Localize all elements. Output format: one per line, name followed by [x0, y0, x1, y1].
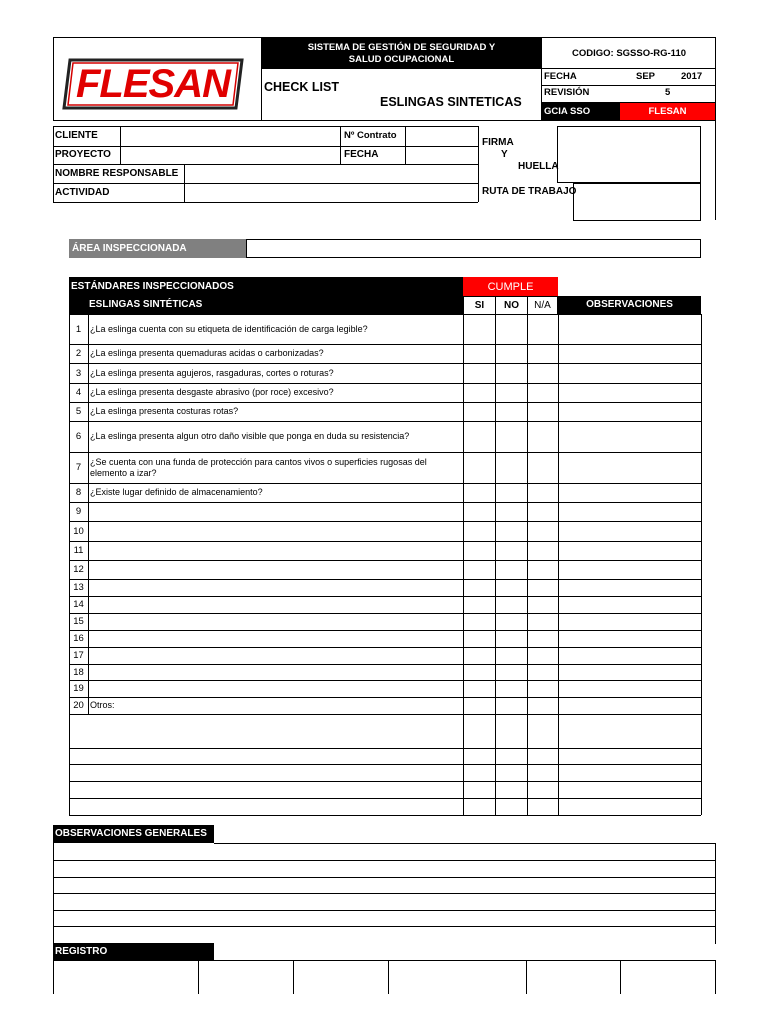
divider: [261, 68, 716, 69]
cell-na[interactable]: [528, 648, 558, 664]
row-number: 8: [75, 487, 82, 498]
fecha-info-label: FECHA: [344, 149, 379, 160]
row-number: 17: [73, 650, 84, 661]
cell-na[interactable]: [528, 698, 558, 714]
row-question: ¿La eslinga presenta quemaduras acidas o carbonizadas?: [90, 348, 324, 359]
cell-si[interactable]: [464, 315, 495, 344]
row-question: [90, 664, 462, 680]
cell-obs[interactable]: [559, 542, 700, 560]
gcia-value-cell: [620, 103, 715, 120]
cell-no[interactable]: [496, 364, 527, 383]
cell-si[interactable]: [464, 364, 495, 383]
cell-si[interactable]: [464, 648, 495, 664]
cell-na[interactable]: [528, 345, 558, 363]
table-subtitle: ESLINGAS SINTÉTICAS: [89, 299, 203, 310]
row-question: [90, 579, 462, 596]
cell-obs[interactable]: [559, 681, 700, 697]
col-obs-header: [558, 296, 701, 314]
row-number: 20: [73, 700, 84, 711]
contrato-field[interactable]: [406, 127, 478, 146]
y-label: Y: [501, 149, 508, 160]
cumple-header: [463, 277, 558, 296]
row-question: ¿La eslinga presenta agujeros, rasgaduras, cortes o roturas?: [90, 367, 334, 378]
observaciones-header: [53, 825, 214, 843]
code-label: CODIGO: SGSSO-RG-110: [571, 48, 687, 59]
cell-si[interactable]: [464, 422, 495, 452]
ruta-label: RUTA DE TRABAJO: [482, 186, 577, 197]
col-obs: OBSERVACIONES: [586, 299, 673, 310]
cell-na[interactable]: [528, 580, 558, 596]
fecha-month: SEP: [636, 71, 656, 82]
cell-no[interactable]: [496, 484, 527, 502]
divider: [53, 126, 54, 202]
cell-no[interactable]: [496, 681, 527, 697]
cell-na[interactable]: [528, 403, 558, 421]
cell-no[interactable]: [496, 561, 527, 579]
row-question: [90, 630, 462, 647]
cell-obs[interactable]: [559, 503, 700, 521]
cell-obs[interactable]: [559, 631, 700, 647]
divider: [388, 960, 389, 994]
system-title: SISTEMA DE GESTIÓN DE SEGURIDAD Y SALUD OCUPACIONAL: [307, 41, 496, 65]
logo: [62, 58, 244, 110]
cliente-field[interactable]: [121, 127, 340, 146]
cell-na[interactable]: [528, 665, 558, 680]
divider: [620, 960, 621, 994]
row-number: 18: [73, 666, 84, 678]
area-label-cell: [69, 239, 246, 258]
subtitle-header: [69, 296, 463, 314]
row-number: 1: [75, 323, 82, 335]
system-title-band: [262, 38, 541, 69]
divider: [53, 926, 716, 927]
revision-label: REVISIÓN: [544, 87, 590, 98]
cell-si[interactable]: [464, 561, 495, 579]
huella-label: HUELLA: [518, 161, 559, 172]
col-no-header: [495, 296, 527, 314]
cell-obs[interactable]: [559, 345, 700, 363]
cell-no[interactable]: [496, 614, 527, 630]
cell-obs[interactable]: [559, 580, 700, 596]
row-question: [90, 521, 462, 541]
ruta-box[interactable]: [573, 183, 701, 221]
cell-na[interactable]: [528, 542, 558, 560]
cell-no[interactable]: [496, 315, 527, 344]
table-right-border: [701, 314, 702, 815]
cell-obs[interactable]: [559, 422, 700, 452]
cell-no[interactable]: [496, 345, 527, 363]
row-number: 9: [75, 506, 82, 517]
cell-obs[interactable]: [559, 648, 700, 664]
row-number: 6: [75, 431, 82, 442]
row-number: 14: [73, 599, 84, 610]
row-question: ¿La eslinga presenta desgaste abrasivo (por roce) excesivo?: [90, 387, 334, 398]
row-question: [90, 613, 462, 630]
cell-obs[interactable]: [559, 403, 700, 421]
cell-no[interactable]: [496, 384, 527, 402]
cell-no[interactable]: [496, 403, 527, 421]
cell-na[interactable]: [528, 453, 558, 483]
cell-no[interactable]: [496, 503, 527, 521]
divider: [53, 202, 478, 203]
cumple-label: CUMPLE: [487, 280, 534, 293]
registro-header: [53, 943, 214, 961]
cell-si[interactable]: [464, 453, 495, 483]
row-question: [90, 680, 462, 697]
cell-obs[interactable]: [559, 384, 700, 402]
row-question: ¿Se cuenta con una funda de protección para cantos vivos o superficies rugosas del elemento a izar?: [90, 456, 427, 478]
divider: [198, 960, 199, 994]
col-divider: [88, 314, 89, 714]
cell-obs[interactable]: [559, 614, 700, 630]
cell-si[interactable]: [464, 503, 495, 521]
row-question: [90, 596, 462, 613]
row-question: ¿La eslinga cuenta con su etiqueta de identificación de carga legible?: [90, 323, 368, 334]
firma-label: FIRMA: [482, 137, 514, 148]
cell-na[interactable]: [528, 681, 558, 697]
actividad-field[interactable]: [185, 184, 478, 202]
row-number: 11: [73, 545, 84, 556]
cell-obs[interactable]: [559, 364, 700, 383]
doc-title: ESLINGAS SINTETICAS: [380, 95, 522, 109]
row-divider: [69, 815, 701, 816]
cell-no[interactable]: [496, 597, 527, 613]
cell-no[interactable]: [496, 453, 527, 483]
cell-no[interactable]: [496, 522, 527, 541]
divider: [526, 960, 527, 994]
cell-no[interactable]: [496, 648, 527, 664]
row-number: 19: [73, 683, 84, 694]
divider: [340, 126, 341, 164]
row-divider: [69, 748, 701, 749]
row-divider: [69, 798, 701, 799]
divider: [293, 960, 294, 994]
standards-label: ESTÁNDARES INSPECCIONADOS: [71, 280, 234, 292]
divider: [541, 85, 716, 86]
cell-na[interactable]: [528, 484, 558, 502]
observaciones-field[interactable]: [54, 844, 715, 926]
row-number: 3: [75, 367, 82, 379]
cell-no[interactable]: [496, 698, 527, 714]
cell-no[interactable]: [496, 542, 527, 560]
cell-no[interactable]: [496, 580, 527, 596]
cliente-label: CLIENTE: [55, 130, 98, 141]
cell-obs[interactable]: [559, 484, 700, 502]
cell-si[interactable]: [464, 522, 495, 541]
divider: [715, 121, 716, 220]
row-question: ¿Existe lugar definido de almacenamiento?: [90, 487, 263, 498]
contrato-label: Nº Contrato: [344, 130, 397, 141]
cell-si[interactable]: [464, 403, 495, 421]
responsable-label: NOMBRE RESPONSABLE: [55, 168, 179, 179]
row-number: 13: [73, 582, 84, 593]
col-si: SI: [474, 299, 485, 311]
row-question: [90, 541, 462, 560]
cell-no[interactable]: [496, 631, 527, 647]
row-number: 7: [75, 462, 82, 473]
cell-na[interactable]: [528, 597, 558, 613]
row-divider: [69, 714, 701, 715]
cell-obs[interactable]: [559, 561, 700, 579]
area-field[interactable]: [246, 239, 701, 258]
actividad-label: ACTIVIDAD: [55, 187, 110, 198]
cell-obs[interactable]: [559, 453, 700, 483]
cell-si[interactable]: [464, 681, 495, 697]
cell-si[interactable]: [464, 597, 495, 613]
row-number: 16: [73, 633, 84, 644]
gcia-value: FLESAN: [648, 105, 687, 117]
cell-si[interactable]: [464, 665, 495, 680]
col-si-header: [463, 296, 495, 314]
cell-obs[interactable]: [559, 315, 700, 344]
col-no: NO: [504, 299, 519, 311]
fecha-year: 2017: [681, 71, 703, 82]
cell-na[interactable]: [528, 614, 558, 630]
cell-na[interactable]: [528, 561, 558, 579]
observaciones-label: OBSERVACIONES GENERALES: [55, 828, 207, 839]
firma-box[interactable]: [557, 126, 701, 183]
row-question: [90, 560, 462, 579]
row-number: 2: [75, 348, 82, 359]
row-question: ¿La eslinga presenta costuras rotas?: [90, 406, 239, 417]
row-question: [90, 647, 462, 664]
cell-obs[interactable]: [559, 597, 700, 613]
fecha-field[interactable]: [406, 147, 478, 164]
cell-obs[interactable]: [559, 698, 700, 714]
cell-na[interactable]: [528, 503, 558, 521]
row-question: ¿La eslinga presenta algun otro daño visible que ponga en duda su resistencia?: [90, 431, 410, 442]
registro-label: REGISTRO: [55, 946, 108, 957]
row-number: 5: [75, 406, 82, 417]
cell-no[interactable]: [496, 422, 527, 452]
cell-si[interactable]: [464, 345, 495, 363]
row-question: [90, 502, 462, 521]
divider: [715, 960, 716, 994]
row-question: Otros:: [90, 700, 115, 711]
cell-no[interactable]: [496, 665, 527, 680]
revision-value: 5: [665, 87, 671, 98]
proyecto-label: PROYECTO: [55, 149, 111, 160]
cell-na[interactable]: [528, 364, 558, 383]
cell-obs[interactable]: [559, 522, 700, 541]
row-number: 4: [75, 387, 82, 398]
row-divider: [69, 764, 701, 765]
cell-na[interactable]: [528, 631, 558, 647]
responsable-field[interactable]: [185, 165, 478, 183]
fecha-label: FECHA: [544, 71, 577, 82]
cell-si[interactable]: [464, 580, 495, 596]
cell-si[interactable]: [464, 614, 495, 630]
cell-na[interactable]: [528, 315, 558, 344]
proyecto-field[interactable]: [121, 147, 340, 164]
gcia-label: GCIA SSO: [544, 105, 591, 117]
cell-si[interactable]: [464, 542, 495, 560]
cell-na[interactable]: [528, 422, 558, 452]
area-label: ÁREA INSPECCIONADA: [72, 242, 187, 254]
cell-si[interactable]: [464, 698, 495, 714]
row-number: 15: [73, 616, 84, 627]
logo-text: FLESAN: [76, 61, 230, 106]
cell-na[interactable]: [528, 522, 558, 541]
cell-obs[interactable]: [559, 665, 700, 680]
cell-na[interactable]: [528, 384, 558, 402]
gcia-label-cell: [542, 103, 620, 120]
standards-header: [69, 277, 463, 296]
row-divider: [69, 781, 701, 782]
row-number: 10: [73, 525, 84, 537]
row-number: 12: [73, 564, 84, 575]
divider: [53, 960, 54, 994]
col-na-header: [527, 296, 558, 314]
divider: [715, 843, 716, 944]
divider: [478, 126, 479, 202]
cell-si[interactable]: [464, 631, 495, 647]
check-list-label: CHECK LIST: [264, 80, 339, 94]
divider: [214, 960, 716, 961]
cell-si[interactable]: [464, 484, 495, 502]
col-na: N/A: [534, 300, 551, 311]
cell-si[interactable]: [464, 384, 495, 402]
